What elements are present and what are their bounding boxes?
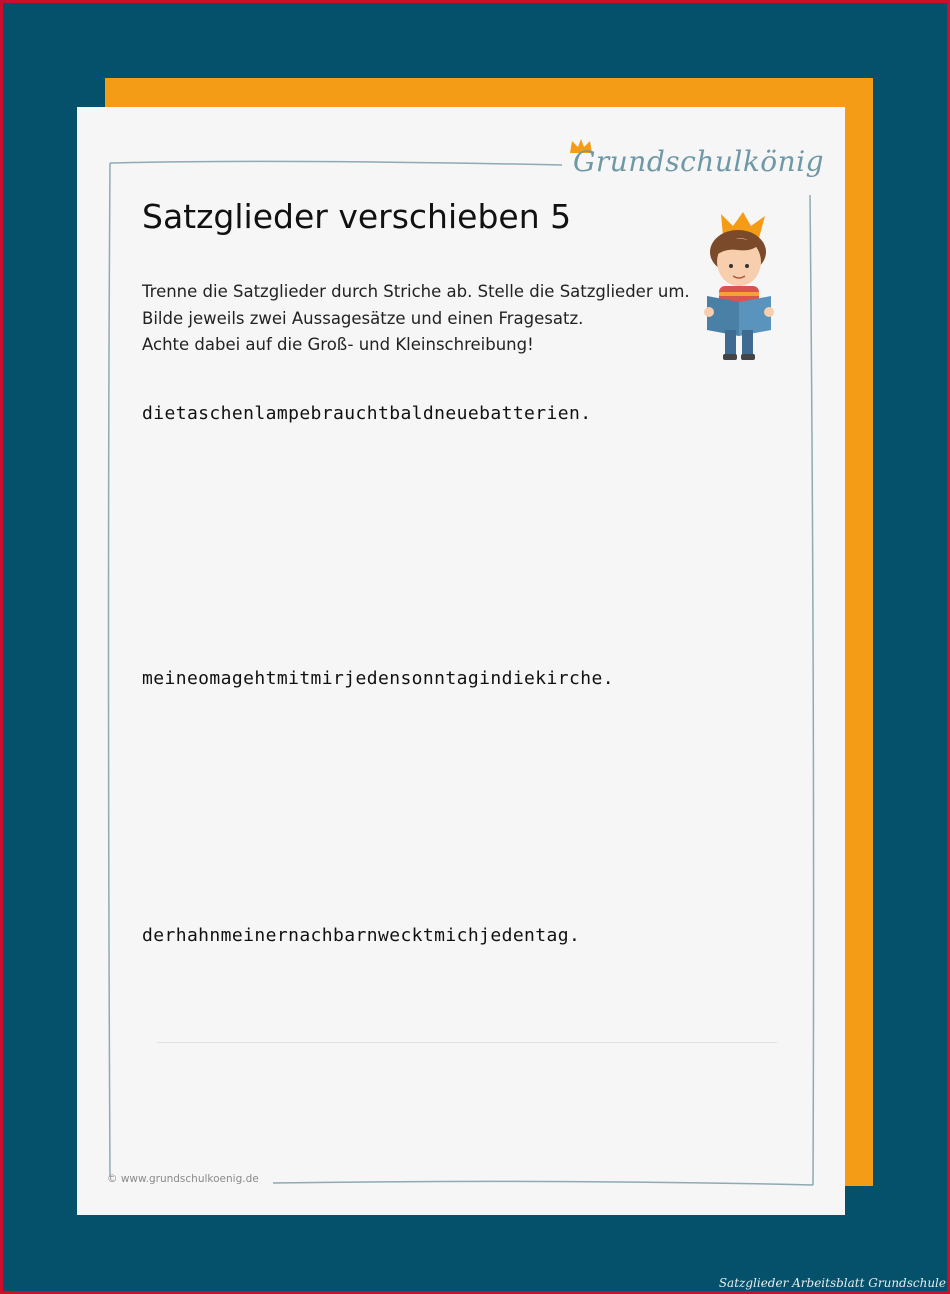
instruction-line: Achte dabei auf die Groß- und Kleinschreibung! (142, 335, 534, 354)
instruction-line: Bilde jeweils zwei Aussagesätze und einen Fragesatz. (142, 308, 584, 328)
worksheet-page (77, 107, 845, 1215)
boy-reading-book-illustration (697, 212, 787, 362)
copyright-footer: © www.grundschulkoenig.de (107, 1173, 259, 1185)
exercise-sentence: meineomagehtmitmirjedensonntagindiekirche. (142, 668, 614, 689)
instruction-line: Trenne die Satzglieder durch Striche ab. Stelle die Satzglieder um. (142, 282, 690, 301)
brand-logo: Grundschulkönig (573, 145, 825, 178)
divider-line (157, 1042, 777, 1043)
exercise-sentence: dietaschenlampebrauchtbaldneuebatterien. (142, 403, 592, 424)
exercise-sentence: derhahnmeinernachbarnwecktmichjedentag. (142, 925, 581, 946)
worksheet-title: Satzglieder verschieben 5 (142, 197, 572, 236)
instructions (142, 279, 690, 359)
image-caption: Satzglieder Arbeitsblatt Grundschule (718, 1276, 946, 1290)
